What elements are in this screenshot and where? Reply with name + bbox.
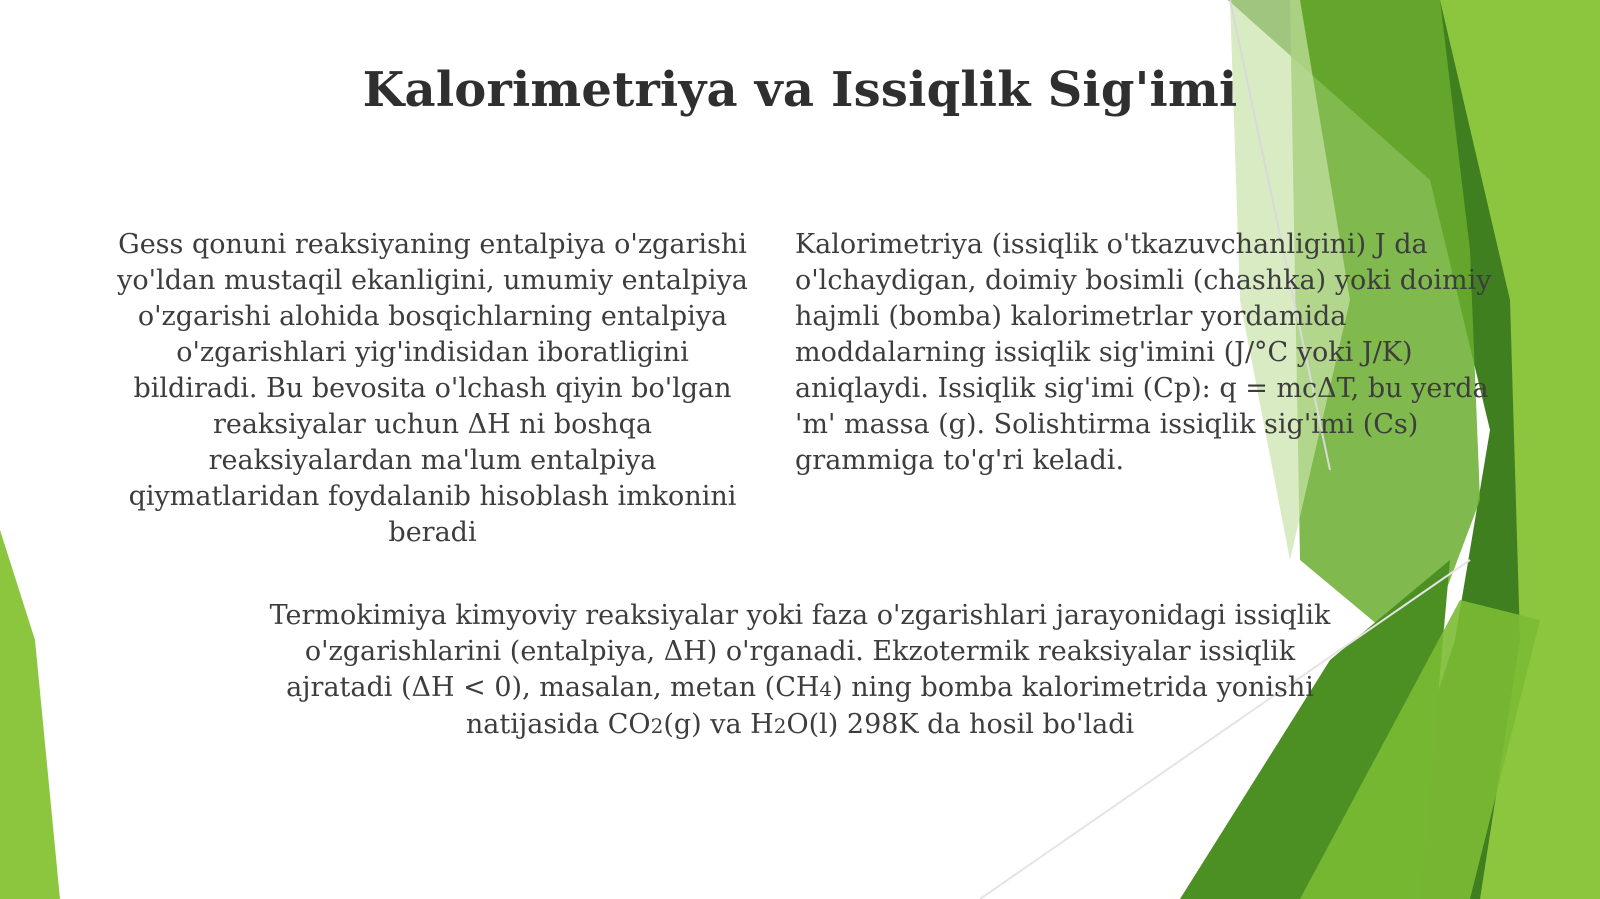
bottom-text-part4: O(l) 298K da hosil bo'ladi: [786, 709, 1135, 740]
bottom-text-part1: Termokimiya kimyoviy reaksiyalar yoki faza o'zgarishlari jarayonidagi issiqlik o'zgarishlarini (entalpiya, ΔH) o'rganadi. Ekzotermik reaksiyalar issiqlik ajratadi (ΔH < 0), masalan, metan (CH: [269, 600, 1331, 703]
subscript-4: 4: [819, 677, 833, 701]
green-band-left: [0, 530, 60, 899]
bottom-text-part2: ) ning bomba kalorimetrida yonishi natijasida CO: [465, 672, 1314, 740]
subscript-2-h2o: 2: [773, 714, 787, 738]
subscript-2-co2: 2: [650, 714, 664, 738]
bottom-text-part3: (g) va H: [663, 709, 774, 740]
bottom-paragraph: [260, 598, 1340, 744]
right-paragraph: Kalorimetriya (issiqlik o'tkazuvchanligini) J da o'lchaydigan, doimiy bosimli (chashka) yoki doimiy hajmli (bomba) kalorimetrlar yordamida moddalarning issiqlik sig'imini (J/°C yoki J/K) aniqlaydi. Issiqlik sig'imi (Cp): q = mcΔT, bu yerda 'm' massa (g). Solishtirma issiqlik sig'imi (Cs) grammiga to'g'ri keladi.: [795, 229, 1492, 476]
left-paragraph: Gess qonuni reaksiyaning entalpiya o'zgarishi yo'ldan mustaqil ekanligini, umumiy entalpiya o'zgarishi alohida bosqichlarning entalpiya o'zgarishlari yig'indisidan iboratligini bildiradi. Bu bevosita o'lchash qiyin bo'lgan reaksiyalar uchun ΔH ni boshqa reaksiyalardan ma'lum entalpiya qiymatlaridan foydalanib hisoblash imkonini beradi: [117, 229, 748, 548]
slide-title: Kalorimetriya va Issiqlik Sig'imi: [362, 62, 1238, 118]
